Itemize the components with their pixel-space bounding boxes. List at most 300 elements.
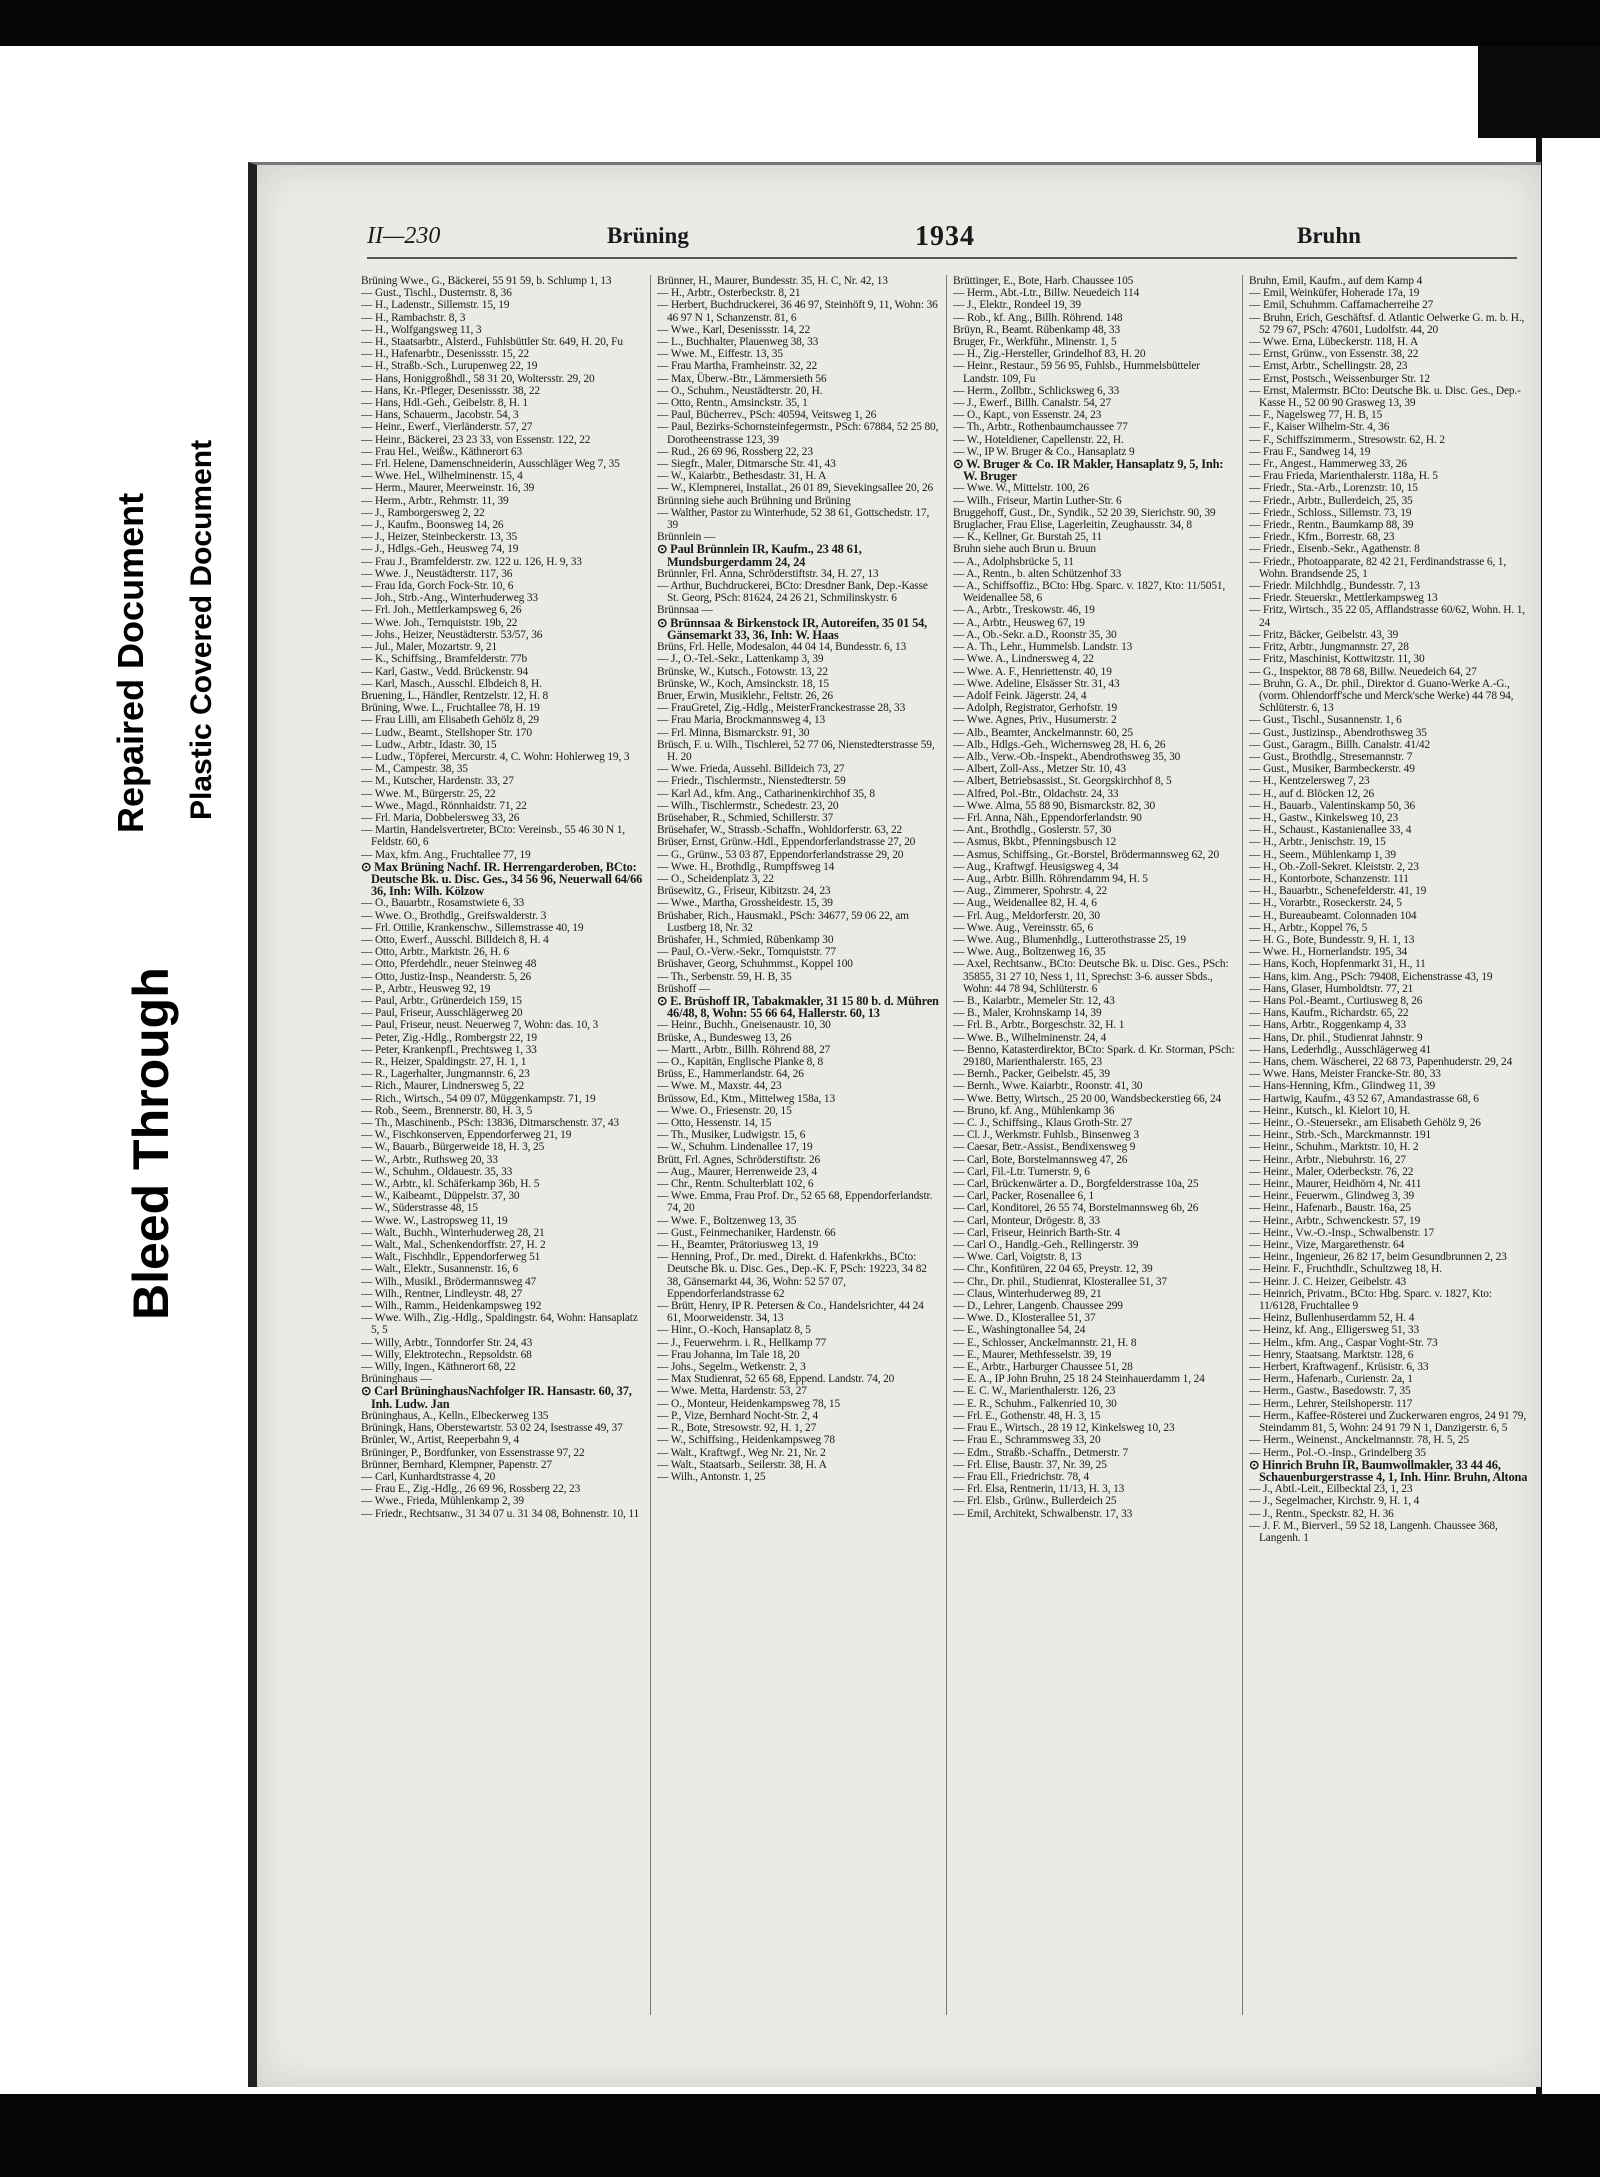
directory-entry: — Ant., Brothdlg., Goslerstr. 57, 30 [953,824,1112,837]
directory-entry: — Hans, Kr.-Pfleger, Desenissstr. 38, 22 [361,384,540,397]
directory-entry: — W., Schuhm., Oldauestr. 35, 33 [361,1165,513,1178]
directory-entry: — Frau F., Sandweg 14, 19 [1249,445,1371,458]
directory-entry: — J., Hdlgs.-Geh., Heusweg 74, 19 [361,543,519,556]
directory-entry: — Martt., Arbtr., Billh. Röhrend 88, 27 [657,1043,831,1056]
directory-entry: — E. C. W., Marienthalerstr. 126, 23 [953,1385,1116,1398]
directory-entry: — Heinr., Strb.-Sch., Marckmannstr. 191 [1249,1129,1432,1142]
directory-entry: Brünning siehe auch Brühning und Brüning [657,494,851,507]
directory-entry: — Ludw., Beamt., Stellshoper Str. 170 [361,726,532,739]
directory-entry: Brüsewitz, G., Friseur, Kibitzstr. 24, 23 [657,885,831,898]
directory-entry: — Bernh., Packer, Geibelstr. 45, 39 [953,1068,1110,1081]
directory-entry: — Friedr., Schloss., Sillemstr. 73, 19 [1249,506,1412,519]
directory-entry: — K., Schiffsing., Bramfelderstr. 77b [361,653,528,666]
directory-entry: — Herbert, Kraftwagenf., Krüsistr. 6, 33 [1249,1361,1429,1374]
directory-entry: — Friedr., Eisenb.-Sekr., Agathenstr. 8 [1249,543,1420,556]
directory-entry: — Frau Ell., Friedrichstr. 78, 4 [953,1470,1089,1483]
directory-entry: — H., Rambachstr. 8, 3 [361,311,466,324]
directory-entry: — Johs., Heizer, Neustädterstr. 53/57, 36 [361,628,543,641]
directory-entry: — Friedr., Tischlermstr., Nienstedterstr. 59 [657,775,846,788]
directory-entry: — Frau E., Schrammsweg 33, 20 [953,1434,1101,1447]
directory-entry: — Frau E., Zig.-Hdlg., 26 69 96, Rossberg 22, 23 [361,1483,581,1496]
directory-entry: — Herm., Hafenarb., Curienstr. 2a, 1 [1249,1373,1413,1386]
directory-entry: — W., Hoteldiener, Capellenstr. 22, H. [953,433,1124,446]
header-left-word: Brüning [607,223,689,248]
directory-entry: — W., Fischkonserven, Eppendorferweg 21, 19 [361,1129,572,1142]
directory-entry: — Frl. E., Gothenstr. 48, H. 3, 15 [953,1409,1101,1422]
scan-bottom-edge [0,2094,1600,2177]
directory-entry: — Gust., Justizinsp., Abendrothsweg 35 [1249,726,1427,739]
directory-entry: — Hans, kim. Ang., PSch: 79408, Eichenstrasse 43, 19 [1249,970,1493,983]
directory-entry: — F., Schiffszimmerm., Stresowstr. 62, H. 2 [1249,433,1445,446]
directory-entry: — A., Rentn., b. alten Schützenhof 33 [953,567,1122,580]
directory-entry: — Frl. Joh., Mettlerkampsweg 6, 26 [361,604,522,617]
directory-entry: — Fritz, Wirtsch., 35 22 05, Afflandstrasse 60/62, Wohn. H. 1, 24 [1249,604,1525,629]
directory-entry: — Heinr., Schuhm., Marktstr. 10, H. 2 [1249,1141,1419,1154]
directory-entry: — Wilh., Tischlermstr., Schedestr. 23, 20 [657,799,839,812]
directory-entry: — Karl, Masch., Ausschl. Elbdeich 8, H. [361,677,542,690]
directory-entry: — Alb., Hdlgs.-Geh., Wichernsweg 28, H. 6, 26 [953,738,1166,751]
directory-entry: — Wwe. Alma, 55 88 90, Bismarckstr. 82, 30 [953,799,1155,812]
directory-entry: — Friedr., Kfm., Borrestr. 68, 23 [1249,531,1395,544]
directory-entry: Brünske, W., Koch, Amsinckstr. 18, 15 [657,677,829,690]
label-bleed-through: Bleed Through [123,967,179,1320]
directory-entry: — Fritz, Bäcker, Geibelstr. 43, 39 [1249,628,1399,641]
directory-entry: — Heinr., Bäckerei, 23 23 33, von Essenstr. 122, 22 [361,433,591,446]
directory-entry: — Claus, Winterhuderweg 89, 21 [953,1287,1102,1300]
directory-entry: — Wwe. Aug., Blumenhdlg., Lutterothstrasse 25, 19 [953,933,1186,946]
directory-entry: — H., Arbtr., Jenischstr. 19, 15 [1249,836,1386,849]
directory-entry: — Friedr., Rechtsanw., 31 34 07 u. 31 34 08, Bohnenstr. 10, 11 [361,1507,640,1520]
directory-entry: — Paul, Arbtr., Grünerdeich 159, 15 [361,994,522,1007]
directory-entry: — Wwe. Aug., Vereinsstr. 65, 6 [953,921,1093,934]
directory-entry: — Friedr., Photoapparate, 82 42 21, Ferdinandstrasse 6, 1, Wohn. Brandsende 25, 1 [1249,555,1507,580]
directory-entry: — Wwe. A., Lindnersweg 4, 22 [953,653,1094,666]
directory-entry: Brünnlein — [657,531,716,544]
directory-entry: — J., Heizer, Steinbeckerstr. 13, 35 [361,531,518,544]
directory-entry: Brüshaver, Georg, Schuhmmst., Koppel 100 [657,958,853,971]
directory-entry: — Walt., Kraftwgf., Weg Nr. 21, Nr. 2 [657,1446,826,1459]
directory-entry: — F., Nagelsweg 77, H. B, 15 [1249,409,1383,422]
directory-entry: Brünnler, Frl. Anna, Schröderstiftstr. 34, H. 27, 13 [657,567,879,580]
directory-entry: — Hans, Lederhdlg., Ausschlägerweg 41 [1249,1043,1432,1056]
directory-entry: — Adolf Feink. Jägerstr. 24, 4 [953,689,1087,702]
directory-entry: — J., Ramborgersweg 2, 22 [361,506,485,519]
directory-entry: ⊙ W. Bruger & Co. IR Makler, Hansaplatz 9, 5, Inh: W. Bruger [953,457,1224,484]
directory-entry: — Rud., 26 69 96, Rossberg 22, 23 [657,445,813,458]
directory-entry: Brüssow, Ed., Ktm., Mittelweg 158a, 13 [657,1092,836,1105]
directory-entry: — Hans, Honiggroßhdl., 58 31 20, Woltersstr. 29, 20 [361,372,595,385]
directory-entry: — Otto, Hessenstr. 14, 15 [657,1117,772,1130]
directory-entry: Brünler, W., Artist, Reeperbahn 9, 4 [361,1434,520,1447]
directory-entry: Bruger, Fr., Werkführ., Minenstr. 1, 5 [953,336,1117,349]
directory-entry: — H., Arbtr., Koppel 76, 5 [1249,921,1368,934]
directory-entry: — P., Vize, Bernhard Nocht-Str. 2, 4 [657,1409,819,1422]
directory-entry: Brünner, H., Maurer, Bundesstr. 35, H. C, Nr. 42, 13 [657,275,888,287]
directory-entry: — Wwe., Frieda, Mühlenkamp 2, 39 [361,1495,524,1508]
directory-entry: Bruggehoff, Gust., Dr., Syndik., 52 20 39, Sierichstr. 90, 39 [953,506,1216,519]
directory-entry: Brünner, Bernhard, Klempner, Papenstr. 27 [361,1458,552,1471]
directory-entry: Brüttinger, E., Bote, Harb. Chaussee 105 [953,275,1134,287]
directory-entry: — Paul, O.-Verw.-Sekr., Tornquiststr. 77 [657,946,836,959]
directory-entry: — Fritz, Arbtr., Jungmannstr. 27, 28 [1249,641,1409,654]
directory-entry: — Hans Pol.-Beamt., Curtiusweg 8, 26 [1249,994,1423,1007]
directory-entry: — Wwe. D., Klosterallee 51, 37 [953,1312,1096,1325]
directory-entry: — Emil, Weinküfer, Hoherade 17a, 19 [1249,287,1420,300]
directory-entry: — Frau Frieda, Marienthalerstr. 118a, H. 5 [1249,470,1438,483]
directory-entry: — Brütt, Henry, IP R. Petersen & Co., Handelsrichter, 44 24 61, Moorweidenstr. 34, 13 [657,1300,924,1325]
directory-entry: — Hans, Schauerm., Jacobstr. 54, 3 [361,409,519,422]
directory-entry: — Wwe. M., Bürgerstr. 25, 22 [361,787,496,800]
directory-entry: — H., Gastw., Kinkelsweg 10, 23 [1249,811,1399,824]
directory-entry: — Adolph, Registrator, Gerhofstr. 19 [953,702,1118,715]
directory-entry: — Aug., Weidenallee 82, H. 4, 6 [953,897,1097,910]
directory-entry: — O., Kapitän, Englische Planke 8, 8 [657,1056,824,1068]
directory-entry: — Frl. Elsb., Grünw., Bullerdeich 25 [953,1495,1117,1508]
directory-entry: — Otto, Rentn., Amsinckstr. 35, 1 [657,397,808,410]
directory-entry: — J., Ewerf., Billh. Canalstr. 54, 27 [953,397,1112,410]
directory-entry: — Aug., Zimmerer, Spohrstr. 4, 22 [953,885,1108,898]
directory-entry: — Rich., Wirtsch., 54 09 07, Müggenkampstr. 71, 19 [361,1092,596,1105]
directory-entry: — O., Scheidenplatz 3, 22 [657,872,774,885]
directory-entry: — Otto, Arbtr., Marktstr. 26, H. 6 [361,946,510,959]
directory-entry: — H., Ladenstr., Sillemstr. 15, 19 [361,299,510,312]
directory-entry: — A., Adolphsbrücke 5, 11 [953,555,1074,568]
directory-entry: — Alfred, Pol.-Btr., Oldachstr. 24, 33 [953,787,1119,800]
directory-entry: — Henning, Prof., Dr. med., Direkt. d. Hafenkrkhs., BCto: Deutsche Bk. u. Disc. Ges., Dep.-K. F, PSch: 19223, 34 82 38, Gänsemarkt 44, 36, Wohn: 52 57 07, Eppendorferlandstrasse 62 [657,1251,927,1300]
side-labels [30,320,250,1320]
directory-entry: — Wwe. B., Wilhelminenstr. 24, 4 [953,1031,1107,1044]
label-plastic-covered: Plastic Covered Document [185,439,218,820]
directory-entry: — Rob., kf. Ang., Billh. Röhrend. 148 [953,311,1123,324]
column-3 [953,275,1236,2065]
directory-entry: — J., Feuerwehrm. i. R., Hellkamp 77 [657,1336,827,1349]
directory-entry: — Emil, Schuhmm. Caffamacherreihe 27 [1249,299,1434,312]
directory-entry: — Bernh., Wwe. Kaiarbtr., Roonstr. 41, 30 [953,1080,1143,1093]
directory-entry: — Heinr., Kutsch., kl. Kielort 10, H. [1249,1104,1411,1117]
directory-entry: — Frl. Minna, Bismarckstr. 91, 30 [657,726,810,739]
column-1 [361,275,644,2065]
directory-entry: — J., O.-Tel.-Sekr., Lattenkamp 3, 39 [657,653,824,666]
directory-entry: — Walt., Mal., Schenkendorffstr. 27, H. 2 [361,1239,546,1252]
directory-entry: — Karl, Gastw., Vedd. Brückenstr. 94 [361,665,529,678]
directory-entry: — Herm., Pol.-O.-Insp., Grindelberg 35 [1249,1446,1426,1459]
directory-entry: — A., Schiffsoffiz., BCto: Hbg. Sparc. v. 1827, Kto: 11/5051, Weidenallee 58, 6 [953,580,1226,605]
directory-entry: — Johs., Segelm., Wetkenstr. 2, 3 [657,1361,806,1374]
directory-entry: — Wilh., Friseur, Martin Luther-Str. 6 [953,494,1122,507]
directory-entry: — Herm., Maurer, Meerweinstr. 16, 39 [361,482,535,495]
directory-entry: — Wwe. Emma, Frau Prof. Dr., 52 65 68, Eppendorferlandstr. 74, 20 [657,1190,933,1215]
directory-entry: — Frl. Maria, Dobbelersweg 33, 26 [361,811,520,824]
directory-entry: — Rich., Maurer, Lindnersweg 5, 22 [361,1080,525,1093]
directory-entry: — Wwe. Agnes, Priv., Husumerstr. 2 [953,714,1117,727]
directory-entry: — F., Kaiser Wilhelm-Str. 4, 36 [1249,421,1390,434]
column-2 [657,275,940,2065]
directory-page [248,162,1541,2087]
directory-entry: — O., Monteur, Heidenkampsweg 78, 15 [657,1397,841,1410]
directory-entry: — Albert, Betriebsassist., St. Georgskirchhof 8, 5 [953,775,1172,788]
directory-entry: — Arthur, Buchdruckerei, BCto: Dresdner Bank, Dep.-Kasse St. Georg, PSch: 81624, 24 26 21, Schmilinskystr. 6 [657,580,928,605]
directory-entry: — Henry, Staatsang. Marktstr. 128, 6 [1249,1348,1414,1361]
directory-entry: — Gust., Musiker, Barmbeckerstr. 49 [1249,763,1415,776]
directory-entry: — Max, Überw.-Btr., Lämmersieth 56 [657,372,827,385]
directory-entry: — Friedr., Sta.-Arb., Lorenzstr. 10, 15 [1249,482,1418,495]
directory-entry: — Hans, Glaser, Humboldtstr. 77, 21 [1249,982,1414,995]
directory-entry: — Wwe. Frieda, Aussehl. Billdeich 73, 27 [657,763,845,776]
scan-top-edge [0,0,1600,46]
directory-entry: — W., Bauarb., Bürgerweide 18, H. 3, 25 [361,1141,545,1154]
directory-entry: — Wwe. Joh., Ternquiststr. 19b, 22 [361,616,518,629]
directory-entry: — W., Schiffsing., Heidenkampsweg 78 [657,1434,835,1447]
directory-entry: — Frl. Anna, Näh., Eppendorferlandstr. 90 [953,811,1142,824]
directory-entry: — D., Lehrer, Langenb. Chaussee 299 [953,1300,1123,1313]
directory-entry: — Wwe. M., Eiffestr. 13, 35 [657,348,783,361]
directory-entry: Brüninghaus — [361,1373,432,1386]
directory-entry: Brüninghaus, A., Kelln., Elbeckerweg 135 [361,1409,549,1422]
directory-entry: — Hans, Hdl.-Geh., Geibelstr. 8, H. 1 [361,397,528,410]
directory-entry: — Gust., Tischl., Susannenstr. 1, 6 [1249,714,1402,727]
directory-entry: — Hans-Henning, Kfm., Glindweg 11, 39 [1249,1080,1436,1093]
directory-entry: — H., Straßb.-Sch., Lurupenweg 22, 19 [361,360,538,373]
directory-entry: — Frau Johanna, Im Tale 18, 20 [657,1348,800,1361]
directory-entry: — Walt., Fischhdlr., Eppendorferweg 51 [361,1251,541,1264]
directory-entry: — Heinr., Buchh., Gneisenaustr. 10, 30 [657,1019,831,1032]
directory-entry: — Heinr., Vize, Margarethenstr. 64 [1249,1239,1405,1252]
directory-entry: — Frau E., Wirtsch., 28 19 12, Kinkelsweg 10, 23 [953,1422,1175,1435]
directory-entry: — E. A., IP John Bruhn, 25 18 24 Steinhauerdamm 1, 24 [953,1373,1205,1386]
directory-entry: — M., Campestr. 38, 35 [361,763,468,776]
directory-entry: — Hans, Arbtr., Roggenkamp 4, 33 [1249,1019,1406,1032]
directory-entry: — Wwe. Betty, Wirtsch., 25 20 00, Wandsbeckerstieg 66, 24 [953,1092,1222,1105]
directory-entry: — Th., Maschinenb., PSch: 13836, Ditmarschenstr. 37, 43 [361,1117,619,1130]
directory-entry: — Fritz, Maschinist, Kottwitzstr. 11, 30 [1249,653,1425,666]
directory-entry: — Th., Serbenstr. 59, H. B, 35 [657,970,792,983]
directory-entry: — Gust., Garagm., Billh. Canalstr. 41/42 [1249,738,1430,751]
directory-entry: — Wwe. O., Brothdlg., Greifswalderstr. 3 [361,909,547,922]
directory-entry: — Helm., kfm. Ang., Caspar Voght-Str. 73 [1249,1336,1438,1349]
directory-entry: — H., Zig.-Hersteller, Grindelhof 83, H. 20 [953,348,1146,361]
directory-entry: — H., auf d. Blöcken 12, 26 [1249,787,1375,800]
directory-entry: — Peter, Krankenpfl., Prechtsweg 1, 33 [361,1043,537,1056]
directory-entry: — Carl, Bote, Borstelmannsweg 47, 26 [953,1153,1128,1166]
directory-entry: — Paul, Friseur, Ausschlägerweg 20 [361,1007,523,1020]
directory-entry: — Herm., Zollbtr., Schlicksweg 6, 33 [953,384,1120,397]
directory-entry: — Willy, Elektrotechn., Repsoldstr. 68 [361,1348,532,1361]
directory-entry: — Carl, Fil.-Ltr. Turnerstr. 9, 6 [953,1165,1090,1178]
directory-entry: — Frl. Aug., Meldorferstr. 20, 30 [953,909,1100,922]
directory-entry: — J. F. M., Bierverl., 59 52 18, Langenh. Chaussee 368, Langenh. 1 [1249,1519,1498,1544]
directory-entry: — H., Vorarbtr., Roseckerstr. 24, 5 [1249,897,1402,910]
directory-entry: ⊙ Carl BrüninghausNachfolger IR. Hansastr. 60, 37, Inh. Ludw. Jan [361,1384,632,1411]
column-4 [1249,275,1532,2065]
directory-entry: — Frau Lilli, am Elisabeth Gehölz 8, 29 [361,714,539,727]
directory-entry: — O., Kapt., von Essenstr. 24, 23 [953,409,1102,422]
directory-entry: — Max Studienrat, 52 65 68, Eppend. Landstr. 74, 20 [657,1373,895,1386]
directory-entry: — Heinr., Restaur., 59 56 95, Fuhlsb., Hummelsbütteler Landstr. 109, Fu [953,360,1200,385]
directory-entry: — Hans, Kaufm., Richardstr. 65, 22 [1249,1007,1409,1020]
directory-entry: — Karl Ad., kfm. Ang., Catharinenkirchhof 35, 8 [657,787,875,800]
directory-entry: — Friedr. Milchhdlg., Bundesstr. 7, 13 [1249,580,1420,593]
directory-entry: — J., Rentn., Speckstr. 82, H. 36 [1249,1507,1394,1520]
directory-entry: — Heinr., Arbtr., Schwenckestr. 57, 19 [1249,1214,1421,1227]
directory-entry: — E., Arbtr., Harburger Chaussee 51, 28 [953,1361,1133,1374]
scan-corner-block [1478,46,1600,138]
directory-entry: — B., Kaiarbtr., Memeler Str. 12, 43 [953,994,1115,1007]
directory-entry: Brüning, Wwe. L., Fruchtallee 78, H. 19 [361,702,540,715]
directory-entry: — A., Ob.-Sekr. a.D., Roonstr 35, 30 [953,628,1117,641]
directory-entry: — W., IP W. Bruger & Co., Hansaplatz 9 [953,445,1135,458]
directory-entry: — Heinr., Feuerwm., Glindweg 3, 39 [1249,1190,1415,1203]
directory-entry: — O., Bauarbtr., Rosamstwiete 6, 33 [361,897,525,910]
directory-entry: — W., Schuhm. Lindenallee 17, 19 [657,1141,813,1154]
directory-entry: — J., Kaufm., Boonsweg 14, 26 [361,519,504,532]
directory-entry: — Heinr., Maurer, Heidhörn 4, Nr. 411 [1249,1178,1422,1191]
directory-entry: — Walt., Elektr., Susannenstr. 16, 6 [361,1263,519,1276]
directory-entry: — Wwe. Metta, Hardenstr. 53, 27 [657,1385,807,1398]
directory-entry: — Heinrich, Privatm., BCto: Hbg. Sparc. v. 1827, Kto: 11/6128, Fruchtallee 9 [1249,1287,1492,1313]
directory-entry: — L., Buchhalter, Plauenweg 38, 33 [657,336,819,349]
directory-entry: Brüsehaber, R., Schmied, Schillerstr. 37 [657,811,834,824]
directory-entry: Brüninger, P., Bordfunker, von Essenstrasse 97, 22 [361,1446,585,1459]
directory-entry: — Wwe. F., Boltzenweg 13, 35 [657,1214,797,1227]
directory-entry: ⊙ E. Brüshoff IR, Tabakmakler, 31 15 80 b. d. Mühren 46/48, 8, Wohn: 55 66 64, Hallerstr. 60, 13 [657,993,939,1021]
directory-entry: — J., Abtl.-Leit., Eilbecktal 23, 1, 23 [1249,1483,1413,1496]
directory-entry: — H. G., Bote, Bundesstr. 9, H. 1, 13 [1249,933,1415,946]
directory-entry: — W., Klempnerei, Installat., 26 01 89, Sievekingsallee 20, 26 [657,482,934,495]
directory-entry: Bruhn, Emil, Kaufm., auf dem Kamp 4 [1249,275,1423,287]
directory-entry: — Wilh., Musikl., Brödermannsweg 47 [361,1275,537,1288]
directory-entry: — H., Ob.-Zoll-Sekret. Kleiststr. 2, 23 [1249,860,1419,873]
directory-entry: — Walt., Staatsarb., Seilerstr. 38, H. A [657,1458,827,1471]
header-right-word: Bruhn [1297,223,1361,248]
directory-entry: Brüsch, F. u. Wilh., Tischlerei, 52 77 06, Nienstedterstrasse 59, H. 20 [657,738,935,763]
directory-entry: — Wwe. A. F., Henriettenstr. 40, 19 [953,665,1112,678]
directory-entry: — Wwe., Karl, Desenissstr. 14, 22 [657,323,811,336]
directory-entry: — Herm., Arbtr., Rehmstr. 11, 39 [361,494,509,507]
directory-entry: — R., Heizer, Spaldingstr. 27, H. 1, 1 [361,1056,527,1068]
directory-entry: — H., Wolfgangsweg 11, 3 [361,323,482,336]
directory-entry: — M., Kutscher, Hardenstr. 33, 27 [361,775,514,788]
directory-entry: — Heinr., Ewerf., Vierländerstr. 57, 27 [361,421,533,434]
directory-entry: — Chr., Konfitüren, 22 04 65, Preystr. 12, 39 [953,1263,1153,1276]
directory-entry: — J., Elektr., Rondeel 19, 39 [953,299,1081,312]
directory-entry: — Friedr., Arbtr., Bullerdeich, 25, 35 [1249,494,1413,507]
directory-entry: — Herbert, Buchdruckerei, 36 46 97, Steinhöft 9, 11, Wohn: 36 46 97 N 1, Schanzenstr. 81, 6 [657,299,938,324]
column-divider [1242,275,1243,2015]
directory-entry: — Herm., Abt.-Ltr., Billw. Neuedeich 114 [953,287,1140,300]
directory-entry: — Wwe. Carl, Voigtstr. 8, 13 [953,1251,1082,1264]
directory-entry: — Frl. B., Arbtr., Borgeschstr. 32, H. 1 [953,1019,1125,1032]
directory-entry: — Jul., Maler, Mozartstr. 9, 21 [361,641,497,654]
directory-entry: — Carl, Monteur, Drögestr. 8, 33 [953,1214,1100,1227]
directory-entry: — Wwe., Magd., Rönnhaidstr. 71, 22 [361,799,527,812]
directory-entry: — Heinz, kf. Ang., Elligersweg 51, 33 [1249,1324,1420,1337]
directory-entry: — Hans, Dr. phil., Studienrat Jahnstr. 9 [1249,1031,1423,1044]
directory-entry: — FrauGretel, Zig.-Hdlg., MeisterFranckestrasse 28, 33 [657,702,906,715]
directory-entry: — Benno, Katasterdirektor, BCto: Spark. d. Kr. Storman, PSch: 29180, Marienthalerstr. 165, 23 [953,1043,1235,1068]
directory-entry: — Otto, Ewerf., Ausschl. Billdeich 8, H. 4 [361,933,549,946]
directory-entry: — Wwe. W., Lastropsweg 11, 19 [361,1214,508,1227]
directory-entry: — Heinr., O.-Steuersekr., am Elisabeth Gehölz 9, 26 [1249,1117,1481,1130]
directory-entry: Bruer, Erwin, Musiklehr., Feltstr. 26, 26 [657,689,833,702]
directory-entry: Brünnsaa — [657,604,713,617]
directory-entry: — Wwe. Hel., Wilhelminenstr. 15, 4 [361,470,523,483]
directory-entry: Brüshaber, Rich., Hausmakl., PSch: 34677, 59 06 22, am Lustberg 18, Nr. 32 [657,909,909,934]
directory-entry: — Wwe. H., Hornerlandstr. 195, 34 [1249,946,1408,959]
entry-columns [361,275,1531,2065]
directory-entry: — Th., Musiker, Ludwigstr. 15, 6 [657,1129,806,1142]
label-repaired-document: Repaired Document [110,492,151,833]
page-number: II—230 [367,223,441,249]
directory-entry: Brüsehafer, W., Strassb.-Schaffn., Wohldorferstr. 63, 22 [657,824,903,837]
directory-entry: — Aug., Maurer, Herrenweide 23, 4 [657,1165,818,1178]
directory-entry: — Ernst, Grünw., von Essenstr. 38, 22 [1249,348,1419,361]
directory-entry: — E., Washingtonallee 54, 24 [953,1324,1086,1337]
directory-entry: — Hans, chem. Wäscherei, 22 68 73, Papenhuderstr. 29, 24 [1249,1056,1513,1068]
directory-entry: — E. R., Schuhm., Falkenried 10, 30 [953,1397,1117,1410]
directory-entry: — Carl, Kunhardtstrasse 4, 20 [361,1470,496,1483]
directory-entry: — Herm., Kaffee-Rösterei und Zuckerwaren engros, 24 91 79, Steindamm 81, 5, Wohn: 24 91 79 N 1, Danzigerstr. 6, 5 [1249,1409,1527,1435]
directory-entry: — Caesar, Betr.-Assist., Bendixensweg 9 [953,1141,1136,1154]
directory-entry: — Wwe. H., Brothdlg., Rumpffsweg 14 [657,860,835,873]
directory-entry: — A. Th., Lehr., Hummelsb. Landstr. 13 [953,641,1133,654]
directory-entry: — W., Arbtr., Ruthsweg 20, 33 [361,1153,498,1166]
directory-entry: — Frl. Ottilie, Krankenschw., Sillemstrasse 40, 19 [361,921,584,934]
directory-entry: — Siegfr., Maler, Ditmarsche Str. 41, 43 [657,458,836,471]
directory-entry: — Axel, Rechtsanw., BCto: Deutsche Bk. u. Disc. Ges., PSch: 35855, 31 27 10, Ness 1, 11, Sprechst: 3-6. ausser Sbds., Wohn: 44 78 94, Schlüterstr. 6 [953,958,1229,995]
directory-entry: — O., Schuhm., Neustädterstr. 20, H. [657,384,823,397]
directory-entry: — Th., Arbtr., Rothenbaumchaussee 77 [953,421,1128,434]
directory-entry: — Heinr., Vw.-O.-Insp., Schwalbenstr. 17 [1249,1226,1435,1239]
directory-entry: — A., Arbtr., Heusweg 67, 19 [953,616,1085,629]
directory-entry: — W., Süderstrasse 48, 15 [361,1202,478,1215]
directory-entry: — Asmus, Schiffsing., Gr.-Borstel, Brödermannsweg 62, 20 [953,848,1220,861]
header-rule [367,257,1517,259]
page-right-edge [1536,138,1600,2094]
directory-entry: Brünske, W., Kutsch., Fotowstr. 13, 22 [657,665,828,678]
directory-entry: Brüshafer, H., Schmied, Rübenkamp 30 [657,933,834,946]
directory-entry: — H., Bauarbtr., Schenefelderstr. 41, 19 [1249,885,1427,898]
directory-entry: — Gust., Feinmechaniker, Hardenstr. 66 [657,1226,836,1239]
directory-entry: Brüss, E., Hammerlandstr. 64, 26 [657,1068,804,1081]
directory-entry: Bruening, L., Händler, Rentzelstr. 12, H. 8 [361,689,549,702]
directory-entry: — Hartwig, Kaufm., 43 52 67, Amandastrasse 68, 6 [1249,1092,1479,1105]
directory-entry: — Bruno, kf. Ang., Mühlenkamp 36 [953,1104,1115,1117]
directory-entry: — A., Arbtr., Treskowstr. 46, 19 [953,604,1095,617]
directory-entry: ⊙ Max Brüning Nachf. IR. Herrengarderoben, BCto: Deutsche Bk. u. Disc. Ges., 34 56 96, Neuerwall 64/66 36, Inh: Wilh. Kölzow [361,859,643,899]
directory-entry: — P., Arbtr., Heusweg 92, 19 [361,982,491,995]
column-divider [946,275,947,2015]
directory-entry: — H., Schaust., Kastanienallee 33, 4 [1249,824,1412,837]
directory-entry: — Carl O., Handlg.-Geh., Rellingerstr. 39 [953,1239,1139,1252]
directory-entry: — Emil, Architekt, Schwalbenstr. 17, 33 [953,1507,1133,1520]
directory-entry: — W., Kaiarbtr., Bethesdastr. 31, H. A [657,470,827,483]
directory-entry: — Ernst, Postsch., Weissenburger Str. 12 [1249,372,1430,385]
directory-entry: — Wwe. J., Neustädterstr. 117, 36 [361,567,513,580]
directory-entry: — Wilh., Rentner, Lindleystr. 48, 27 [361,1287,523,1300]
directory-entry: — Albert, Zoll-Ass., Metzer Str. 10, 43 [953,763,1126,776]
directory-entry: — Bruhn, G. A., Dr. phil., Direktor d. Guano-Werke A.-G., (vorm. Ohlendorff'sche und Merck'sche Werke) 44 78 94, Schlüterstr. 6, 13 [1249,677,1514,715]
directory-entry: — Carl, Konditorei, 26 55 74, Borstelmannsweg 6b, 26 [953,1202,1199,1215]
directory-entry: — Ernst, Malermstr. BCto: Deutsche Bk. u. Disc. Ges., Dep.-Kasse H., 52 00 90 Grasweg 13, 39 [1249,384,1521,410]
header-year: 1934 [915,221,975,252]
directory-entry: Brüyn, R., Beamt. Rübenkamp 48, 33 [953,323,1121,336]
directory-entry: — Alb., Verw.-Ob.-Inspekt., Abendrothsweg 35, 30 [953,750,1181,763]
directory-entry: — Heinr. J. C. Heizer, Geibelstr. 43 [1249,1275,1407,1288]
directory-entry: — Heinr., Maler, Oderbeckstr. 76, 22 [1249,1165,1414,1178]
directory-entry: — W., Kaibeamt., Düppelstr. 37, 30 [361,1190,520,1203]
directory-entry: — Gust., Tischl., Dusternstr. 8, 36 [361,287,512,300]
directory-entry: — Ludw., Töpferei, Mercurstr. 4, C. Wohn: Hohlerweg 19, 3 [361,750,630,763]
